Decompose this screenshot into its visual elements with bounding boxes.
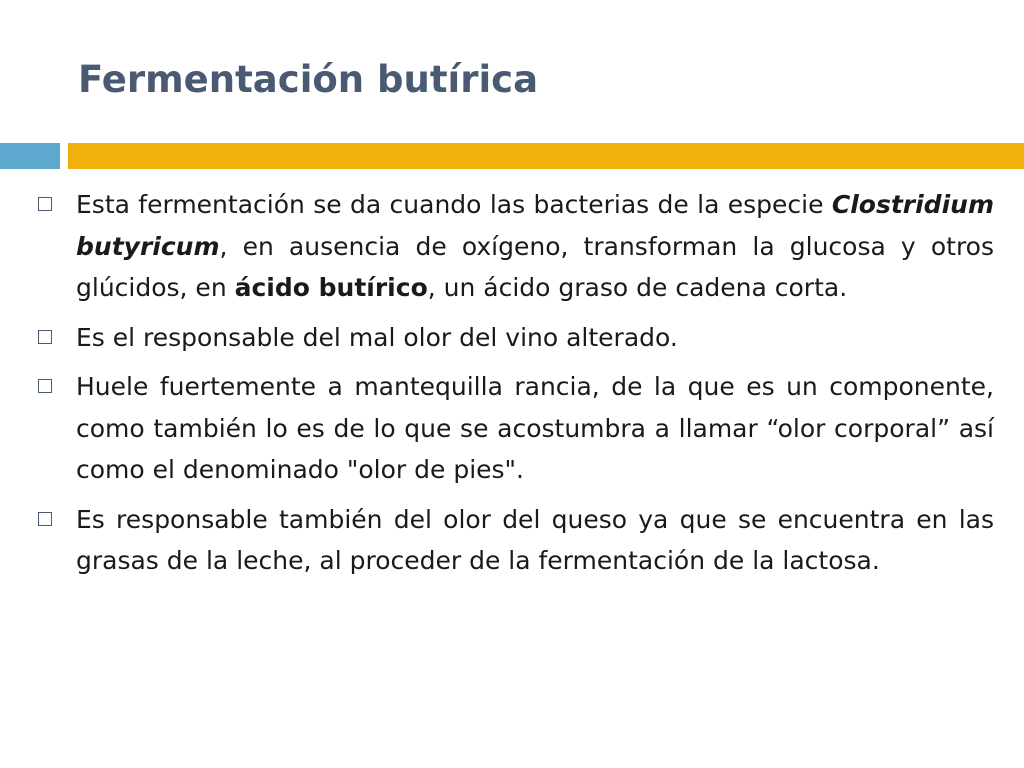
list-item: [38, 366, 994, 491]
bullet-list: [38, 184, 994, 590]
list-item: [38, 499, 994, 582]
accent-bar-left: [0, 143, 60, 169]
bullet-text: Esta fermentación se da cuando las bacterias de la especie Clostridium butyricum, en ausencia de oxígeno, transforman la glucosa y otros glúcidos, en ácido butírico, un ácido graso de cadena corta.: [76, 190, 994, 302]
bullet-text: Es el responsable del mal olor del vino alterado.: [76, 322, 678, 352]
species-name: Clostridium butyricum: [76, 190, 994, 261]
slide-title: Fermentación butírica: [78, 58, 539, 101]
bullet-text: Es responsable también del olor del queso ya que se encuentra en las grasas de la leche, al proceder de la fermentación de la lactosa.: [76, 504, 994, 575]
square-bullet-icon: [38, 512, 52, 526]
square-bullet-icon: [38, 379, 52, 393]
square-bullet-icon: [38, 197, 52, 211]
list-item: [38, 184, 994, 309]
accent-bar-right: [68, 143, 1024, 169]
list-item: [38, 317, 994, 359]
bullet-text: Huele fuertemente a mantequilla rancia, de la que es un componente, como también lo es de lo que se acostumbra a llamar “olor corporal” así como el denominado "olor de pies".: [76, 372, 994, 484]
acid-name: ácido butírico: [234, 273, 428, 302]
square-bullet-icon: [38, 330, 52, 344]
